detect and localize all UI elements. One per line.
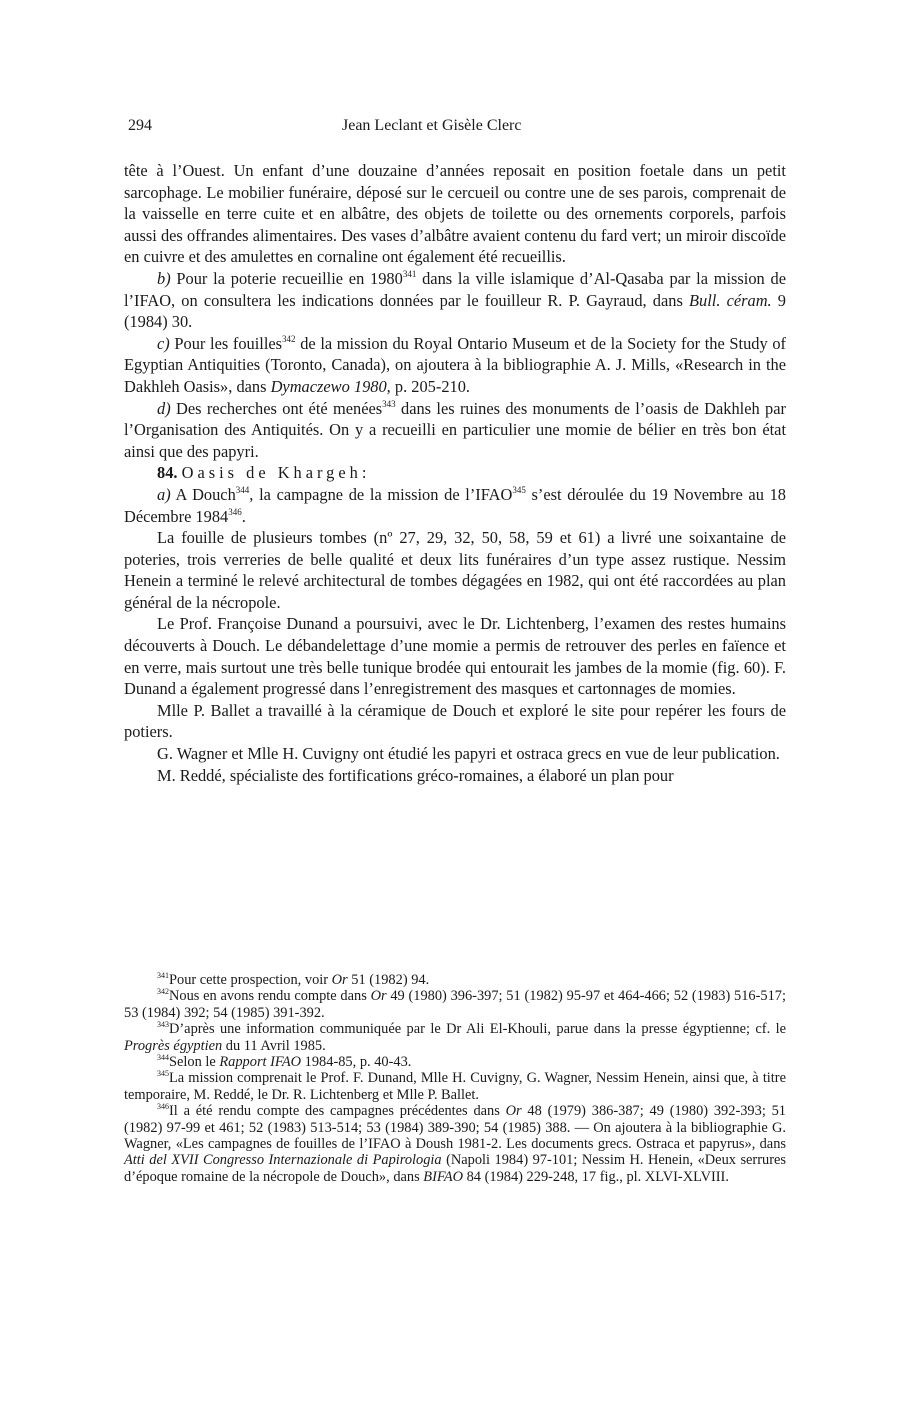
- footnote-ref[interactable]: 342: [282, 333, 296, 344]
- footnote: $^{341}$Pour cette prospection, voir Or 51 (1982) 94.: [157, 971, 430, 988]
- footnote: $^{342}$Nous en avons rendu compte dans Or 49 (1980) 396-397; 51 (1982) 95-97 et 464-466; 52 (1983) 516-517; 53 (1984) 392; 54 (1985) 391-392.: [124, 987, 786, 1021]
- section-title: Oasis de Khargeh:: [181, 463, 371, 483]
- running-head: Jean Leclant et Gisèle Clerc: [342, 117, 522, 134]
- paragraph: La fouille de plusieurs tombes (nº 27, 29, 32, 50, 58, 59 et 61) a livré une soixantaine de poteries, trois verreries de belle qualité et deux lits funéraires d’un type assez rustique. Nessim Henein a terminé le relevé architectural de tombes dégagées en 1982, qui ont été raccordées au plan général de la nécropole.: [124, 528, 786, 612]
- item-label: c): [157, 333, 170, 353]
- body-text: [124, 160, 786, 786]
- footnote-number: 343: [157, 1020, 169, 1030]
- footnote-number: 345: [157, 1069, 169, 1079]
- footnote-ref[interactable]: 345: [512, 484, 526, 495]
- item-label: b): [157, 268, 171, 288]
- footnote-ref[interactable]: 341: [402, 268, 417, 279]
- paragraph: Le Prof. Françoise Dunand a poursuivi, avec le Dr. Lichtenberg, l’examen des restes humains découverts à Douch. Le débandelettage d’une momie a permis de retrouver des perles en faïence et en verre, mais surtout une très belle tunique brodée qui entourait les jambes de la momie (fig. 60). F. Dunand a également progressé dans l’enregistrement des masques et cartonnages de momies.: [124, 614, 786, 699]
- footnotes: [124, 972, 786, 1185]
- paragraph: a) A Douch$^{344}$, la campagne de la mission de l’IFAO$^{345}$ s’est déroulée du 19 Novembre au 18 Décembre 1984$^{346}$.: [124, 484, 786, 526]
- section-number: 84.: [157, 463, 178, 483]
- section-heading: [124, 462, 786, 484]
- footnote-ref[interactable]: 346: [228, 506, 242, 517]
- footnote: $^{345}$La mission comprenait le Prof. F. Dunand, Mlle H. Cuvigny, G. Wagner, Nessim Henein, ainsi que, à titre temporaire, M. Reddé, le Dr. R. Lichtenberg et Mlle P. Ballet.: [124, 1069, 786, 1103]
- footnote-ref[interactable]: 344: [235, 484, 250, 495]
- paragraph: Mlle P. Ballet a travaillé à la céramique de Douch et exploré le site pour repérer les fours de potiers.: [124, 700, 786, 742]
- footnote-number: 346: [157, 1102, 169, 1112]
- item-label: a): [157, 484, 171, 504]
- paragraph: G. Wagner et Mlle H. Cuvigny ont étudié les papyri et ostraca grecs en vue de leur publication.: [157, 744, 780, 764]
- paragraph: M. Reddé, spécialiste des fortifications gréco-romaines, a élaboré un plan pour: [157, 765, 674, 785]
- page-number: 294: [128, 117, 152, 134]
- paragraph: c) Pour les fouilles$^{342}$ de la mission du Royal Ontario Museum et de la Society for the Study of Egyptian Antiquities (Toronto, Canada), on ajoutera à la bibliographie A. J. Mills, «Research in the Dakhleh Oasis», dans Dymaczewo 1980, p. 205-210.: [124, 333, 786, 396]
- paragraph: tête à l’Ouest. Un enfant d’une douzaine d’années reposait en position foetale dans un petit sarcophage. Le mobilier funéraire, déposé sur le cercueil ou contre une de ses parois, comprenait de la vaisselle en terre cuite et en albâtre, des objets de toilette ou des ornements corporels, parfois aussi des offrandes alimentaires. Des vases d’albâtre avaient contenu du fard vert; un miroir discoïde en cuivre et des amulettes en cornaline ont également été recueillis.: [124, 161, 786, 267]
- footnote: $^{344}$Selon le Rapport IFAO 1984-85, p. 40-43.: [157, 1053, 412, 1071]
- footnote-number: 344: [157, 1053, 169, 1063]
- paragraph: d) Des recherches ont été menées$^{343}$ dans les ruines des monuments de l’oasis de Dakhleh par l’Organisation des Antiquités. On y a recueilli en particulier une momie de bélier en très bon état ainsi que des papyri.: [124, 398, 786, 461]
- paragraph: b) Pour la poterie recueillie en 1980$^{341}$ dans la ville islamique d’Al-Qasaba par la mission de l’IFAO, on consultera les indications données par le fouilleur R. P. Gayraud, dans Bull. céram. 9 (1984) 30.: [124, 268, 786, 332]
- footnote-number: 342: [157, 987, 169, 997]
- footnote-ref[interactable]: 343: [382, 398, 396, 409]
- footnote-number: 341: [157, 971, 169, 980]
- footnote: $^{343}$D’après une information communiquée par le Dr Ali El-Khouli, parue dans la presse égyptienne; cf. le Progrès égyptien du 11 Avril 1985.: [124, 1020, 786, 1054]
- footnote: $^{346}$Il a été rendu compte des campagnes précédentes dans Or 48 (1979) 386-387; 49 (1980) 392-393; 51 (1982) 97-99 et 461; 52 (1983) 513-514; 53 (1984) 389-390; 54 (1985) 388. — On ajoutera à la bibliographie G. Wagner, «Les campagnes de fouilles de l’IFAO à Doush 1981-2. Les documents grecs. Ostraca et papyrus», dans Atti del XVII Congresso Internazionale di Papirologia (Napoli 1984) 97-101; Nessim H. Henein, «Deux serrures d’époque romaine de la nécropole de Douch», dans BIFAO 84 (1984) 229-248, 17 fig., pl. XLVI-XLVIII.: [124, 1102, 787, 1185]
- item-label: d): [157, 398, 171, 418]
